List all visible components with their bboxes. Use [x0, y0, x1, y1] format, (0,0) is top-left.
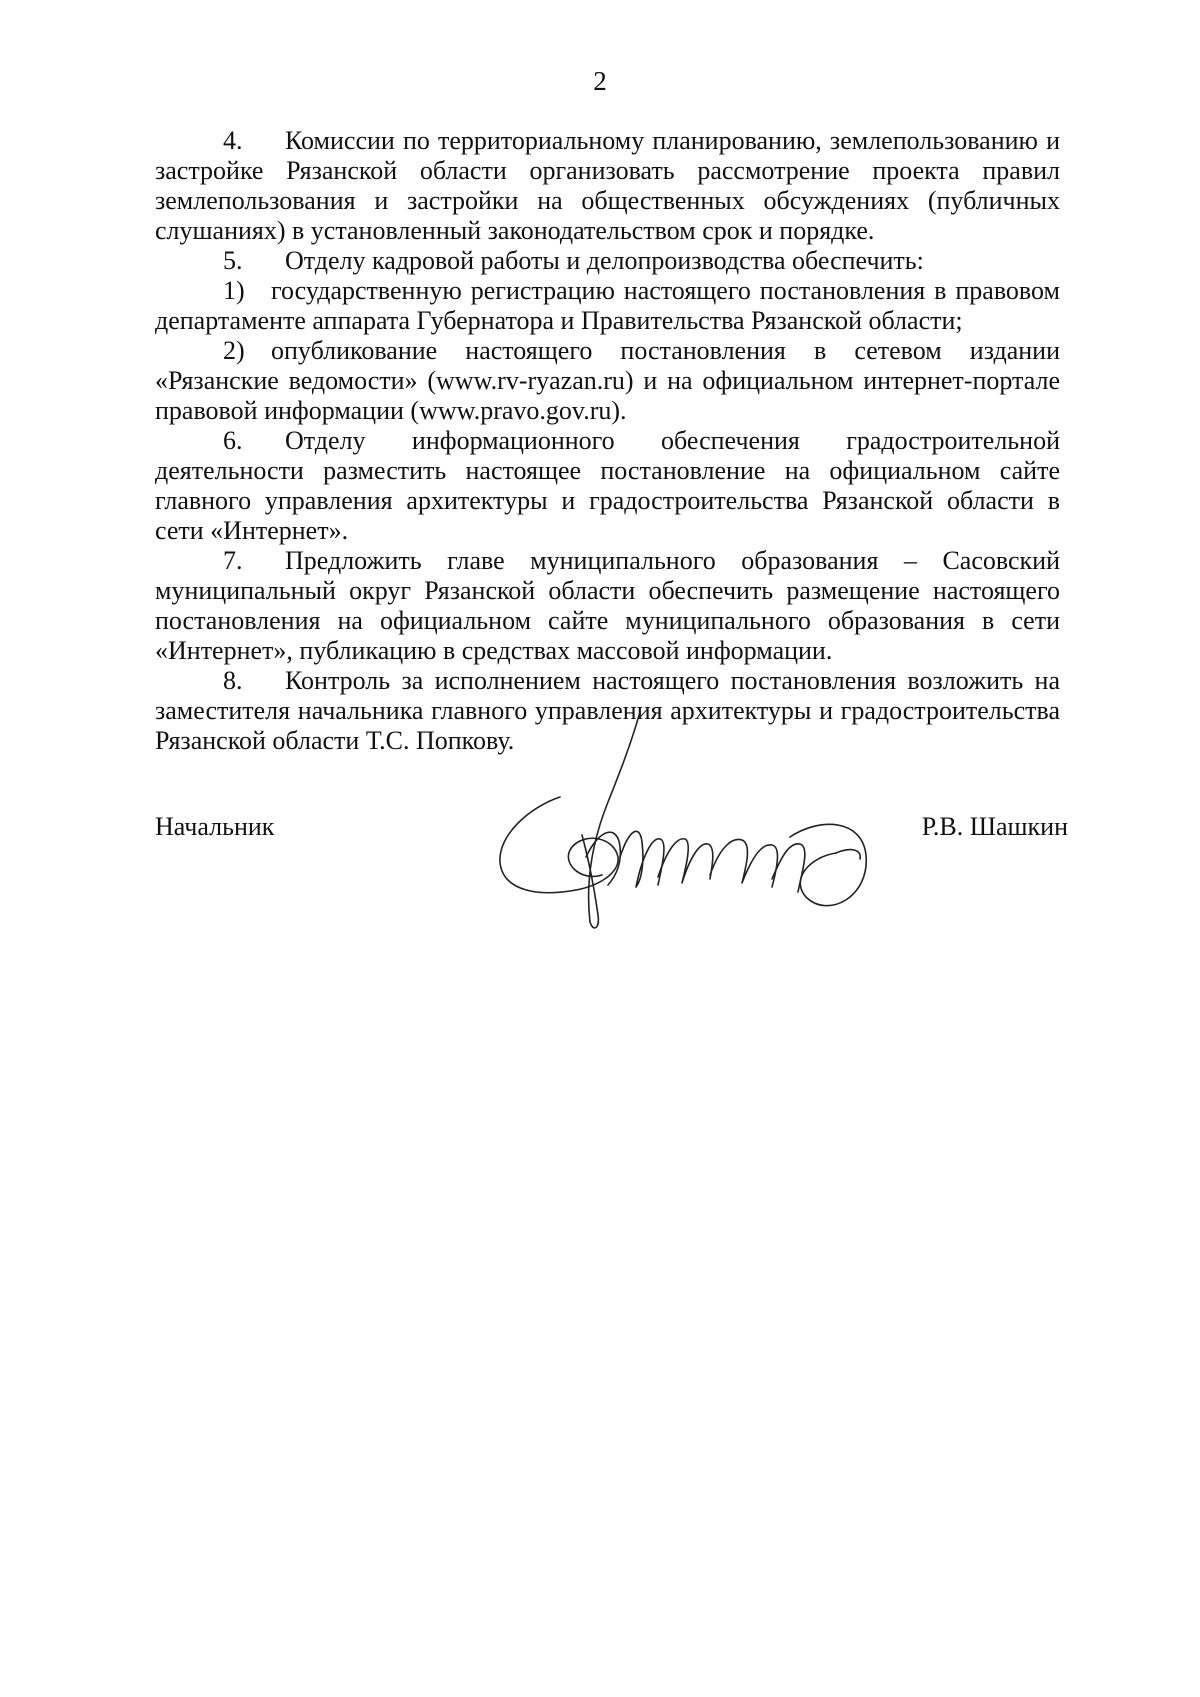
paragraph-text: опубликование настоящего постановления в сетевом издании «Рязанские ведомости» (www.rv-ryazan.ru) и на официальном интернет-портале правовой информации (www.pravo.gov.ru).	[155, 336, 1060, 425]
paragraph-6	[155, 426, 1060, 546]
paragraph-number: 5.	[223, 246, 243, 275]
paragraph-text: государственную регистрацию настоящего постановления в правовом департаменте аппарата Губернатора и Правительства Рязанской области;	[155, 276, 1060, 335]
document-body	[155, 126, 1060, 756]
paragraph-7	[155, 546, 1060, 666]
subparagraph-2	[155, 336, 1060, 426]
paragraph-5	[155, 246, 1060, 276]
paragraph-text: Отделу кадровой работы и делопроизводства обеспечить:	[285, 246, 924, 275]
signer-name: Р.В. Шашкин	[921, 812, 1068, 841]
signer-role: Начальник	[155, 812, 275, 841]
paragraph-text: Контроль за исполнением настоящего постановления возложить на заместителя начальника главного управления архитектуры и градостроительства Рязанской области Т.С. Попкову.	[155, 666, 1060, 755]
paragraph-number: 6.	[223, 426, 243, 455]
handwritten-signature	[490, 707, 930, 937]
paragraph-number: 7.	[223, 546, 243, 575]
paragraph-text: Предложить главе муниципального образования – Сасовский муниципальный округ Рязанской области обеспечить размещение настоящего постановления на официальном сайте муниципального образования в сети «Интернет», публикацию в средствах массовой информации.	[155, 546, 1060, 665]
paragraph-text: Комиссии по территориальному планированию, землепользованию и застройке Рязанской области организовать рассмотрение проекта правил землепользования и застройки на общественных обсуждениях (публичных слушаниях) в установленный законодательством срок и порядке.	[155, 126, 1060, 245]
paragraph-text: Отделу информационного обеспечения градостроительной деятельности разместить настоящее постановление на официальном сайте главного управления архитектуры и градостроительства Рязанской области в сети «Интернет».	[155, 426, 1060, 545]
subparagraph-1	[155, 276, 1060, 336]
signature-block	[0, 812, 1200, 942]
paragraph-number: 2)	[223, 336, 245, 365]
paragraph-number: 1)	[223, 276, 245, 305]
page-number: 2	[593, 66, 607, 96]
paragraph-4	[155, 126, 1060, 246]
paragraph-number: 4.	[223, 126, 243, 155]
paragraph-number: 8.	[223, 666, 243, 695]
